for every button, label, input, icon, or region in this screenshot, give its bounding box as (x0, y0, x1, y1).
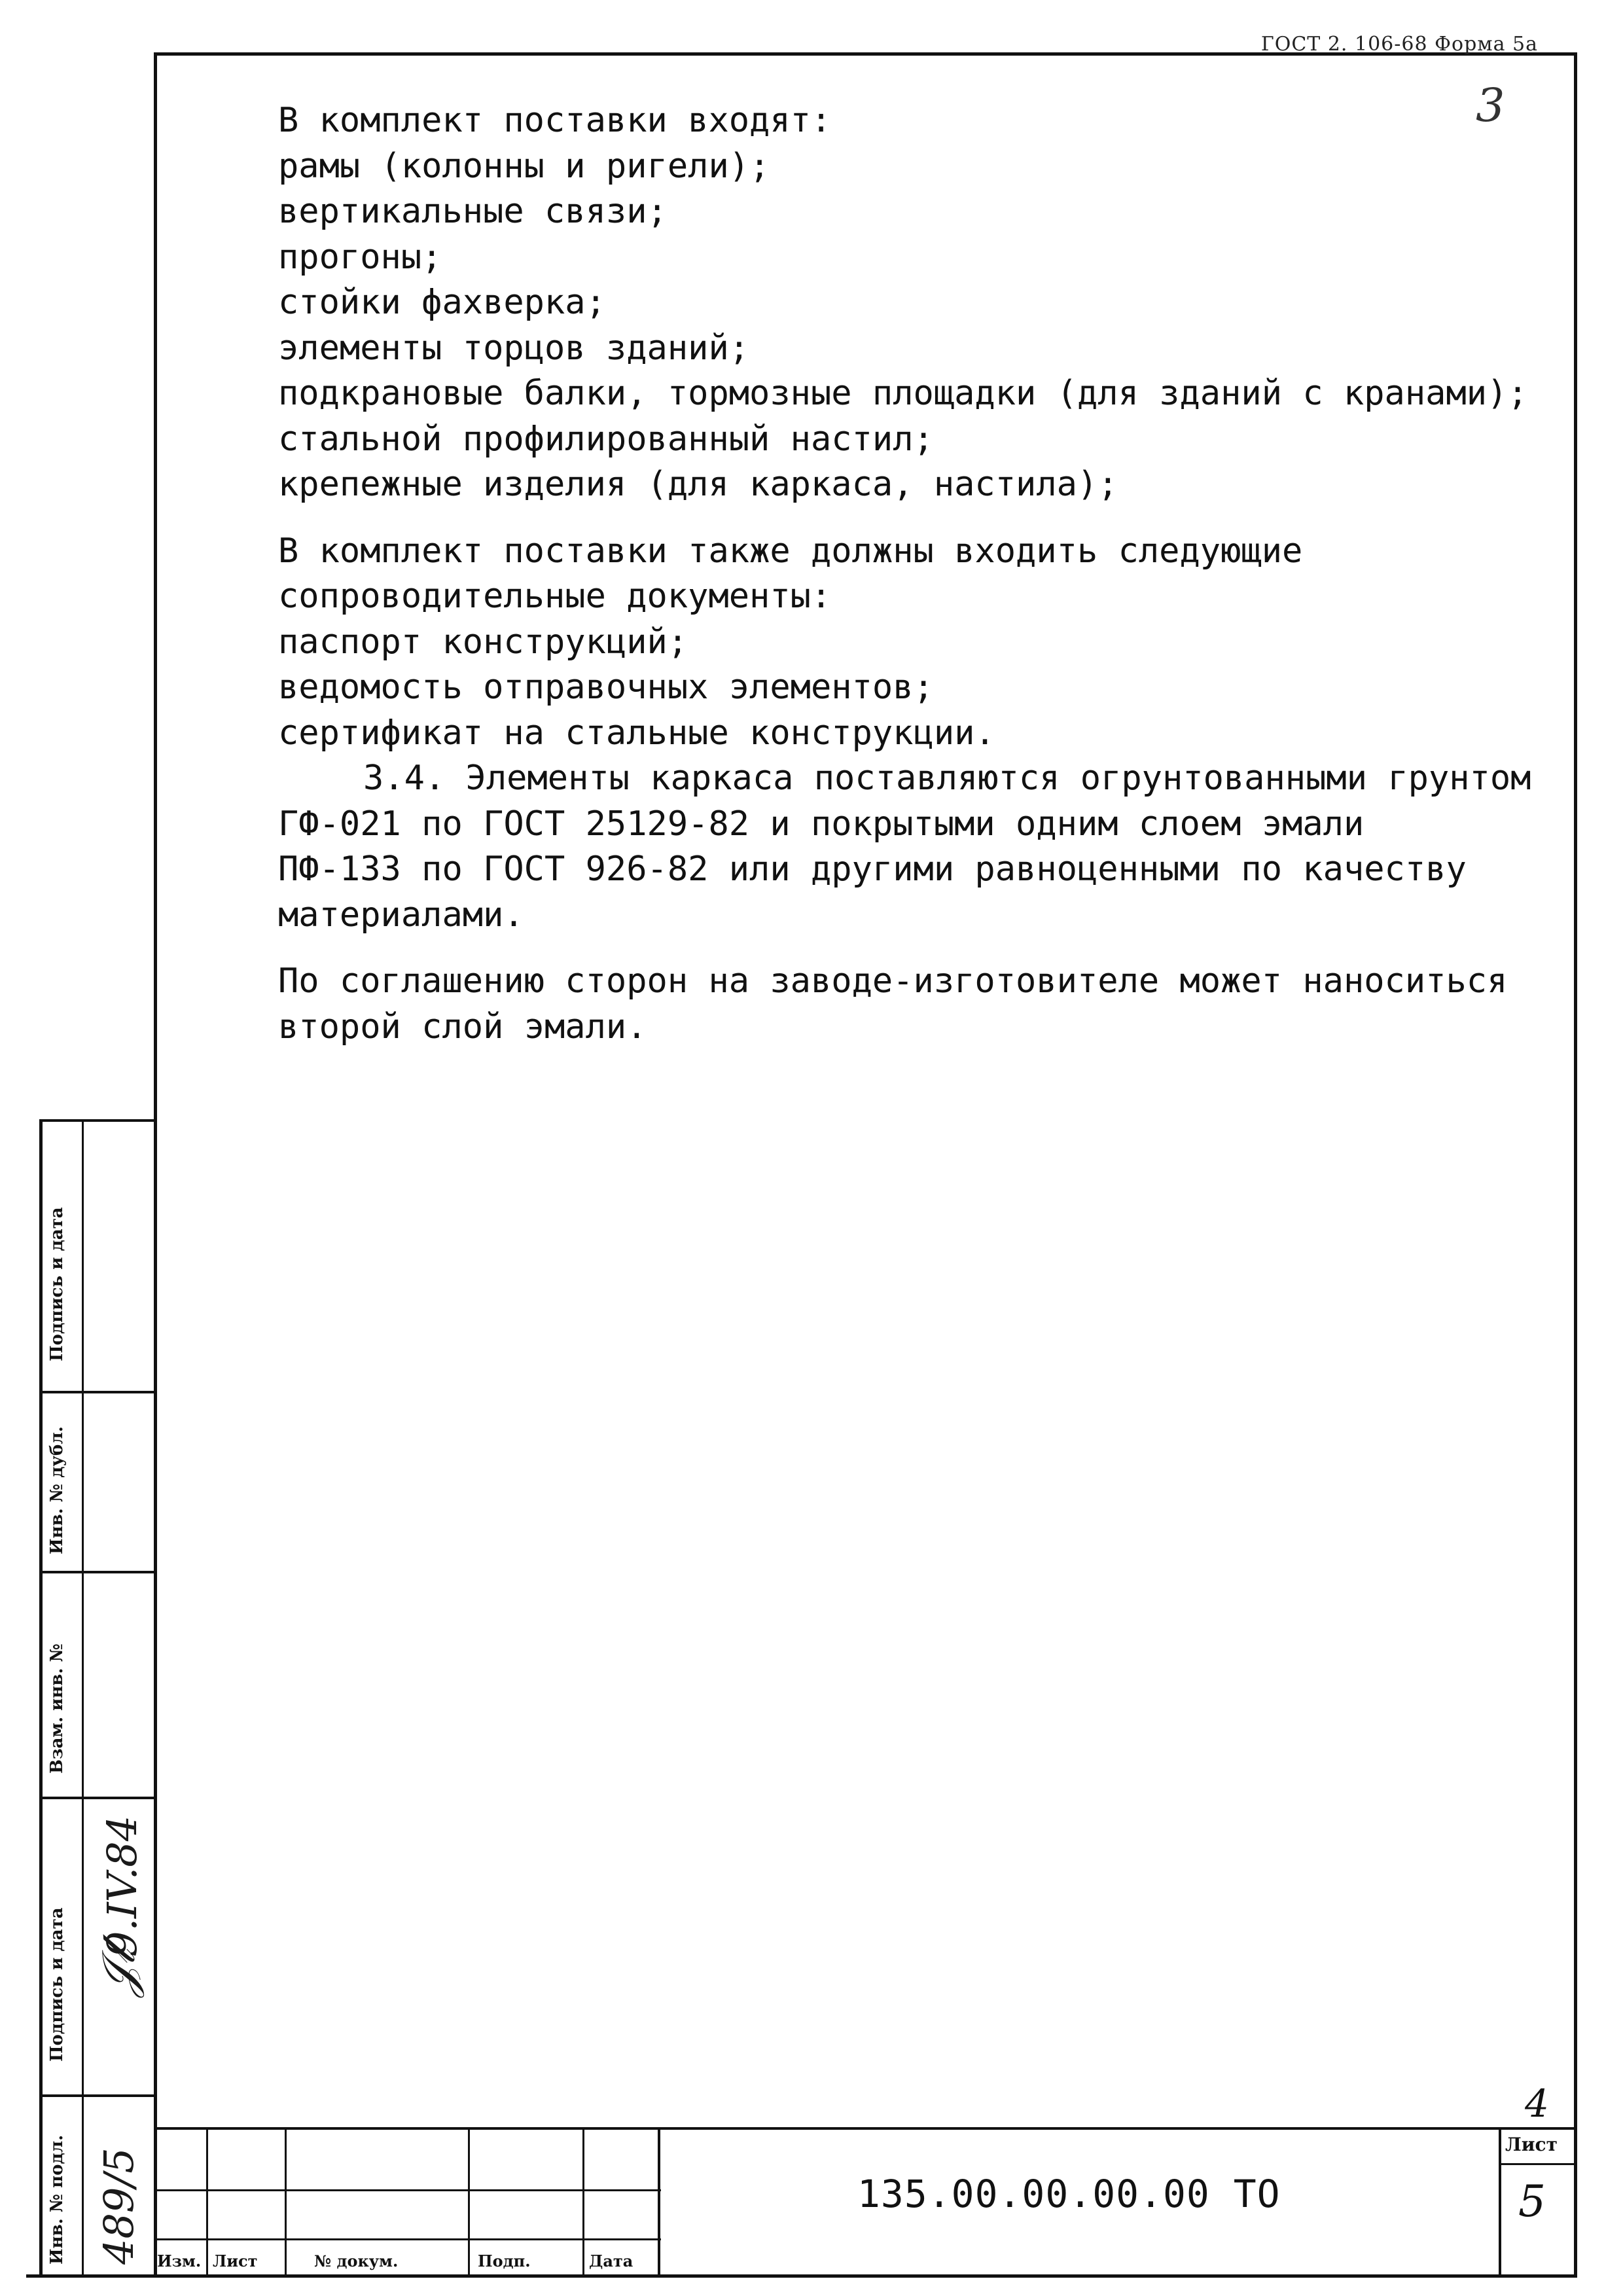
page-mark-handwritten: 4 (1525, 2081, 1549, 2126)
para-3-4-line: ГФ-021 по ГОСТ 25129-82 и покрытыми одним слоем эмали (278, 804, 1364, 844)
para-3-4-line: 3.4. Элементы каркаса поставляются огрунтованными грунтом (363, 759, 1531, 798)
list2-item: ведомость отправочных элементов; (278, 668, 934, 707)
document-body (278, 98, 1531, 1050)
list2-item: паспорт конструкций; (278, 622, 688, 662)
list1-item: элементы торцов зданий; (278, 328, 750, 368)
sheet-number: 5 (1518, 2176, 1546, 2227)
para-3-4-line: материалами. (278, 895, 524, 935)
list1-item: крепежные изделия (для каркаса, настила); (278, 465, 1118, 504)
list2-item: сертификат на стальные конструкции. (278, 713, 995, 753)
para-3-4-line: ПФ-133 по ГОСТ 926-82 или другими равноценными по качеству (278, 850, 1467, 889)
list1-item: прогоны; (278, 237, 442, 277)
tb-label-date: Дата (589, 2251, 633, 2270)
list2-intro-line2: сопроводительные документы: (278, 577, 832, 616)
list1-item: вертикальные связи; (278, 192, 668, 231)
list1-item: подкрановые балки, тормозные площадки (для зданий с кранами); (278, 374, 1528, 413)
sidebar-label-signature-date: Подпись и дата (47, 1207, 67, 1361)
tb-label-sheet: Лист (213, 2251, 258, 2270)
document-code: 135.00.00.00.00 ТО (857, 2172, 1281, 2216)
handwritten-date: 9.IV.84 (98, 1815, 146, 1957)
list1-item: стойки фахверка; (278, 283, 606, 322)
sidebar-label-inv-dup: Инв. № дубл. (47, 1426, 67, 1554)
form-label: ГОСТ 2. 106-68 Форма 5а (1260, 33, 1538, 56)
list1-intro: В комплект поставки входят: (278, 101, 832, 140)
list2-intro-line1: В комплект поставки также должны входить следующие (278, 531, 1303, 571)
sheet-label: Лист (1505, 2134, 1558, 2155)
tb-label-doc-number: № докум. (314, 2251, 399, 2270)
list1-item: стальной профилированный настил; (278, 419, 934, 459)
frame-left-line (154, 52, 157, 2278)
handwritten-inv-number: 489/5 (95, 2147, 143, 2265)
tb-label-signature: Подп. (478, 2251, 531, 2270)
sidebar-label-inv-orig: Инв. № подл. (47, 2134, 67, 2265)
closing-line: По соглашению сторон на заводе-изготовителе может наноситься (278, 961, 1508, 1001)
corner-page-mark: 3 (1476, 79, 1505, 132)
list1-item: рамы (колонны и ригели); (278, 146, 770, 186)
closing-line: второй слой эмали. (278, 1007, 647, 1047)
sidebar-label-replace-inv: Взам. инв. № (47, 1643, 67, 1774)
tb-label-change: Изм. (157, 2251, 202, 2270)
handwritten-signature: 𝒥𝓁 (92, 1949, 145, 1996)
sidebar-label-signature-date-2: Подпись и дата (47, 1907, 67, 2062)
frame-right-line (1574, 52, 1577, 2278)
frame-bottom-line (26, 2274, 1577, 2278)
